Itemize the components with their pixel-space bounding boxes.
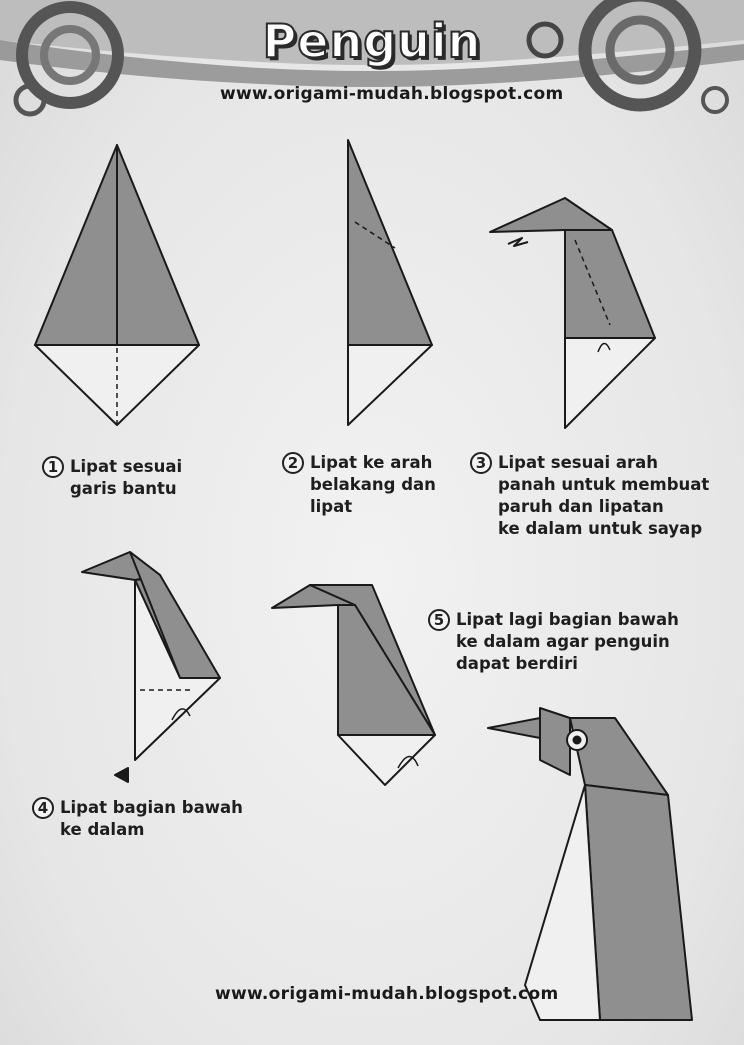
- step-1-diagram: [35, 145, 199, 425]
- step-text: Lipat sesuai garis bantu: [70, 457, 183, 498]
- step-4-caption: [32, 797, 243, 841]
- step-2-caption: [282, 452, 436, 518]
- step-number: 5: [428, 609, 450, 631]
- step-number: 2: [282, 452, 304, 474]
- step-number: 4: [32, 797, 54, 819]
- step-text: Lipat bagian bawah ke dalam: [60, 798, 243, 839]
- step-text: Lipat ke arah belakang dan lipat: [310, 453, 436, 516]
- blog-url-top: www.origami-mudah.blogspot.com: [220, 84, 564, 104]
- step-number: 1: [42, 456, 64, 478]
- step-number: 3: [470, 452, 492, 474]
- step-3-caption: [470, 452, 709, 540]
- page-title: Penguin: [262, 14, 482, 68]
- step-5-caption: [428, 609, 679, 675]
- step-text: Lipat lagi bagian bawah ke dalam agar penguin dapat berdiri: [456, 610, 679, 673]
- step-4-diagram: [82, 552, 220, 782]
- step-2-diagram: [348, 140, 432, 425]
- step-5-diagram: [488, 708, 692, 1020]
- step-1-caption: [42, 456, 182, 500]
- step-text: Lipat sesuai arah panah untuk membuat paruh dan lipatan ke dalam untuk sayap: [498, 453, 710, 538]
- blog-url-bottom: www.origami-mudah.blogspot.com: [215, 984, 559, 1004]
- step-4b-diagram: [272, 585, 435, 785]
- step-3-diagram: [490, 198, 655, 428]
